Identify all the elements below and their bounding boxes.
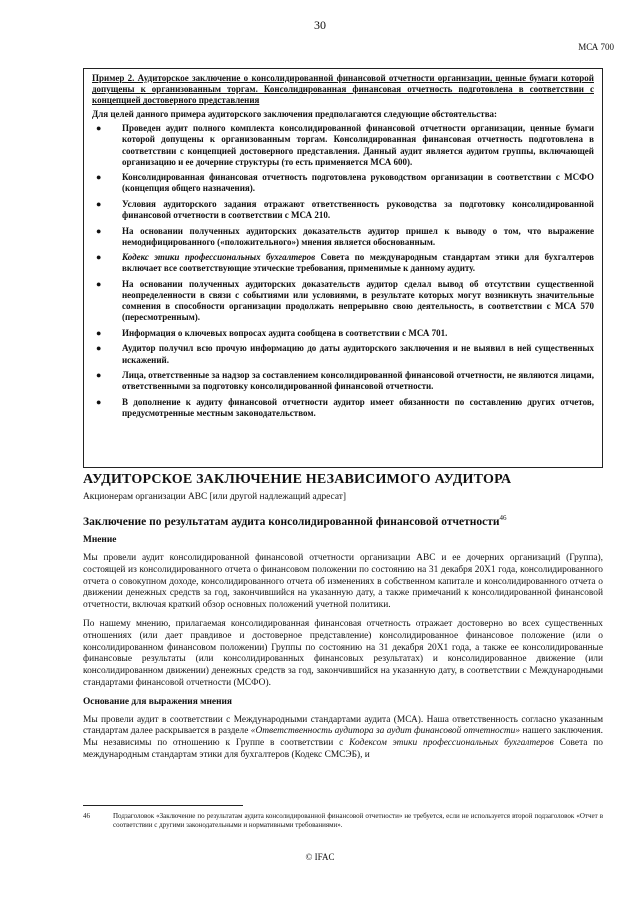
example-title: Пример 2. Аудиторское заключение о консолидированной финансовой отчетности организации, ценные бумаги которой допущены к организованным торгам. Консолидированная финансовая отчетность подготовлена в соответствии с концепцией достоверного представления <box>92 73 594 106</box>
opinion-paragraph-2: По нашему мнению, прилагаемая консолидированная финансовая отчетность отражает достоверно во всех существенных отношениях (или дает правдивое и достоверное представление) консолидированное финансовое положение (или о консолидированном финансовом положении) Группы по состоянию на 31 декабря 20Х1 года, а также ее консолидированные финансовые результаты (или консолидированных финансовых результатах) и консолидированное движение (или консолидированном движении) денежных средств за год, закончившийся на указанную дату, в соответствии с Международными стандартами финансовой отчетности (МСФО). <box>83 619 603 688</box>
list-item: ● На основании полученных аудиторских доказательств аудитор сделал вывод об отсутствии существенной неопределенности в связи с событиями или условиями, в результате которых могут возникнуть значительные сомнения в способности организации продолжать непрерывно свою деятельность, в соответствии с МСА 570 (пересмотренным). <box>96 279 594 323</box>
bullet-icon: ● <box>96 396 102 407</box>
bullet-icon: ● <box>96 172 102 183</box>
example-intro: Для целей данного примера аудиторского заключения предполагаются следующие обстоятельства: <box>92 109 498 120</box>
bullet-icon: ● <box>96 327 102 338</box>
footnote-number: 46 <box>83 812 90 820</box>
list-item: ● Информация о ключевых вопросах аудита сообщена в соответствии с МСА 701. <box>96 327 448 338</box>
list-item: ● На основании полученных аудиторских доказательств аудитор пришел к выводу о том, что выражение немодифицированного («положительного») мнения является обоснованным. <box>96 225 594 247</box>
report-body <box>83 474 603 769</box>
example-box <box>83 68 603 468</box>
footnote-divider <box>83 805 243 806</box>
report-addressee: Акционерам организации АВС [или другой надлежащий адресат] <box>83 491 346 502</box>
bullet-icon: ● <box>96 198 102 209</box>
basis-paragraph: Мы провели аудит в соответствии с Международными стандартами аудита (МСА). Наша ответственность согласно указанным стандартам далее раскрывается в разделе «Ответственность аудитора за аудит финансовой отчетности» нашего заключения. Мы независимы по отношению к Группе в соответствии с Кодексом этики профессиональных бухгалтеров Совета по международным стандартам этики для бухгалтеров (Кодекс СМСЭБ), и <box>83 714 603 760</box>
section-title: Заключение по результатам аудита консолидированной финансовой отчетности$^{46}$ <box>83 513 507 528</box>
list-item: ● Условия аудиторского задания отражают ответственность руководства за подготовку консолидированной финансовой отчетности в соответствии с МСА 210. <box>96 198 594 221</box>
list-item: ● Кодекс этики профессиональных бухгалтеров Совета по международным стандартам этики для бухгалтеров включает все соответствующие этические требования, применимые к данному аудиту. <box>96 252 594 274</box>
list-item: ● Лица, ответственные за надзор за составлением консолидированной финансовой отчетности, не являются лицами, ответственными за подготовку консолидированной финансовой отчетности. <box>96 370 594 392</box>
copyright-footer: © IFAC <box>305 852 335 862</box>
list-item: ● Проведен аудит полного комплекта консолидированной финансовой отчетности организации, ценные бумаги которой допущены к организованным торгам. Консолидированная финансовая отчетность подготовлена в соответствии с концепцией достоверного представления. Данный аудит является аудитом группы, включающей организацию и ее дочерние структуры (то есть применяется МСА 600). <box>96 123 594 167</box>
list-item: ● В дополнение к аудиту финансовой отчетности аудитор имеет обязанности по составлению других отчетов, предусмотренные местным законодательством. <box>96 396 594 418</box>
footnote-text: Подзаголовок «Заключение по результатам аудита консолидированной финансовой отчетности» не требуется, если не используется второй подзаголовок «Отчет в соответствии с другими законодательными и нормативными требованиями». <box>113 812 603 829</box>
list-item: ● Консолидированная финансовая отчетность подготовлена руководством организации в соответствии с МСФО (концепция общего назначения). <box>96 172 594 194</box>
opinion-paragraph-1: Мы провели аудит консолидированной финансовой отчетности организации АВС и ее дочерних организаций (Группа), состоящей из консолидированного отчета о финансовом положении по состоянию на 31 декабря 20Х1 года, консолидированного отчета о совокупном доходе, консолидированного отчета об изменениях в собственном капитале и консолидированного отчета о движении денежных средств за год, закончившийся на указанную дату, а также примечаний к консолидированной финансовой отчетности, включая краткий обзор основных положений учетной политики. <box>83 553 603 611</box>
basis-heading: Основание для выражения мнения <box>83 696 232 707</box>
circumstances-list <box>92 123 594 419</box>
bullet-icon: ● <box>96 123 102 134</box>
list-item: ● Аудитор получил всю прочую информацию до даты аудиторского заключения и не выявил в ней существенных искажений. <box>96 343 594 365</box>
opinion-heading: Мнение <box>83 535 117 546</box>
report-heading: АУДИТОРСКОЕ ЗАКЛЮЧЕНИЕ НЕЗАВИСИМОГО АУДИТОРА <box>83 472 512 487</box>
bullet-icon: ● <box>96 279 102 289</box>
bullet-icon: ● <box>96 252 102 263</box>
footnote-ref[interactable]: 46 <box>499 513 507 522</box>
page-number: 30 <box>314 18 326 32</box>
document-code: МСА 700 <box>578 42 614 52</box>
bullet-icon: ● <box>96 225 102 236</box>
bullet-icon: ● <box>96 343 102 354</box>
bullet-icon: ● <box>96 370 102 381</box>
footnote <box>83 812 603 830</box>
